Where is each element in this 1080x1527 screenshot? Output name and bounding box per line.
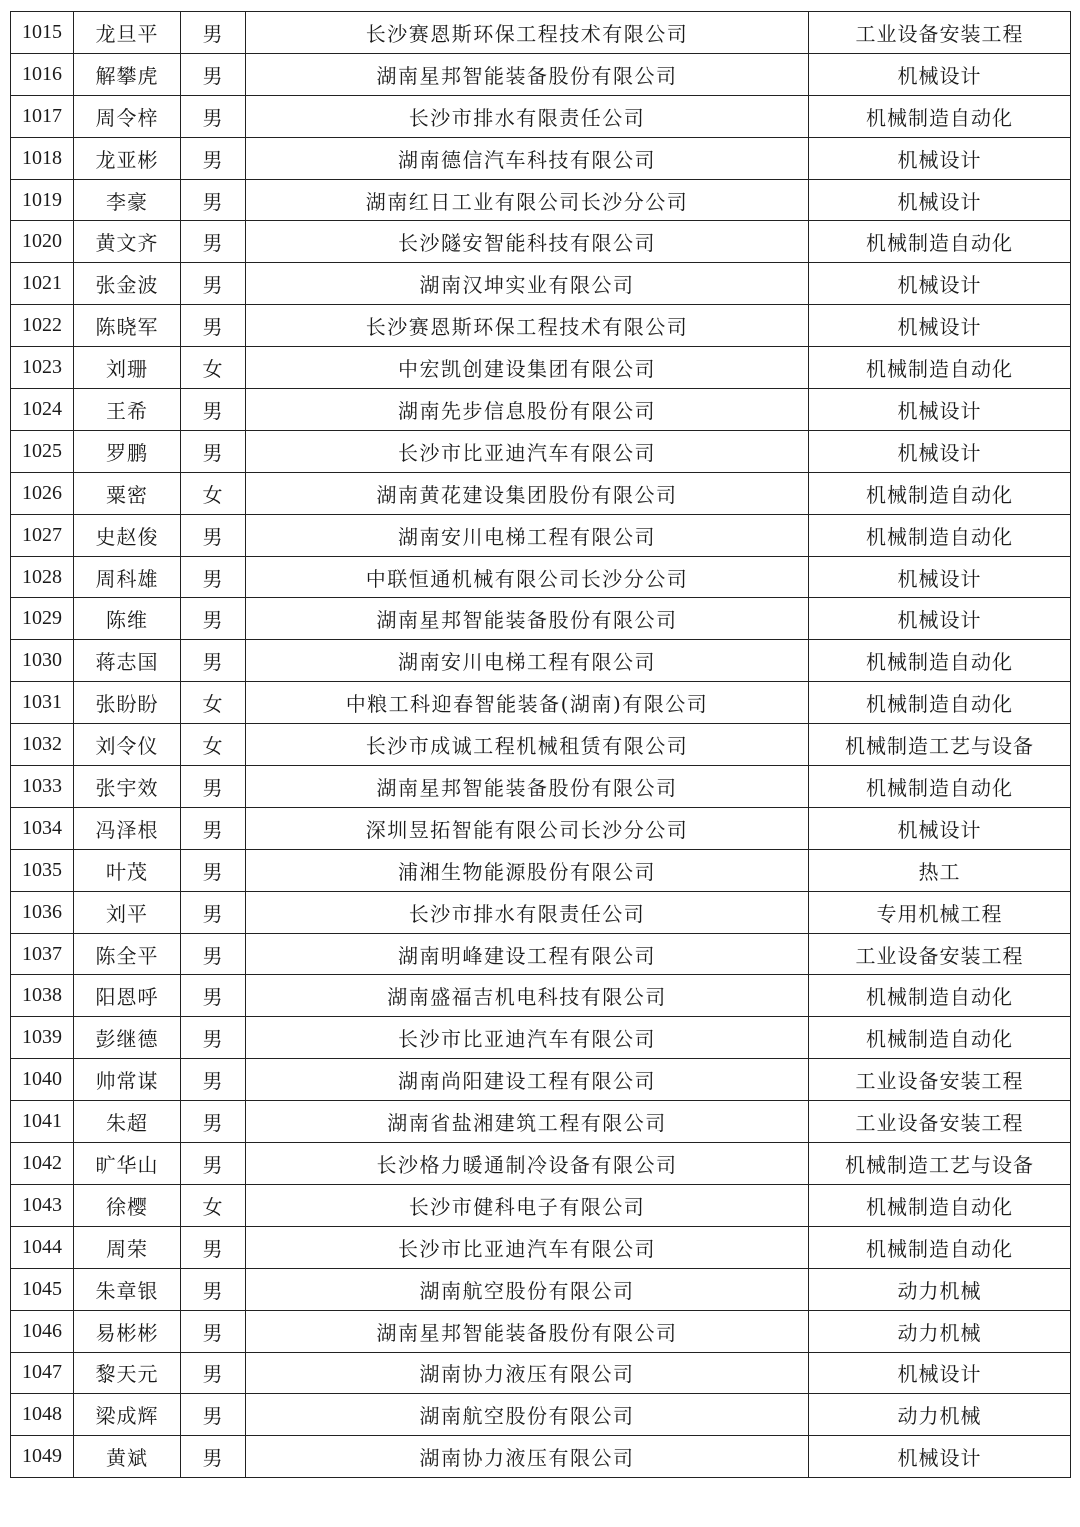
cell-name: 梁成辉 (74, 1394, 181, 1436)
cell-major: 机械设计 (809, 1436, 1071, 1478)
cell-id: 1045 (11, 1268, 74, 1310)
cell-major: 机械设计 (809, 263, 1071, 305)
table-row (11, 933, 1071, 975)
cell-name: 朱超 (74, 1101, 181, 1143)
table-row (11, 305, 1071, 347)
cell-name: 粟密 (74, 472, 181, 514)
table-row (11, 975, 1071, 1017)
cell-gender: 男 (181, 766, 246, 808)
cell-gender: 女 (181, 682, 246, 724)
table-row (11, 12, 1071, 54)
cell-id: 1017 (11, 95, 74, 137)
cell-name: 龙旦平 (74, 12, 181, 54)
table-row (11, 221, 1071, 263)
cell-name: 刘珊 (74, 347, 181, 389)
cell-gender: 男 (181, 1143, 246, 1185)
table-row (11, 849, 1071, 891)
personnel-table (10, 11, 1071, 1478)
cell-gender: 男 (181, 1101, 246, 1143)
cell-company: 湖南明峰建设工程有限公司 (246, 933, 809, 975)
cell-major: 机械设计 (809, 430, 1071, 472)
cell-company: 长沙市比亚迪汽车有限公司 (246, 1017, 809, 1059)
cell-company: 湖南盛福吉机电科技有限公司 (246, 975, 809, 1017)
cell-company: 长沙市排水有限责任公司 (246, 95, 809, 137)
table-row (11, 807, 1071, 849)
cell-gender: 男 (181, 891, 246, 933)
cell-company: 长沙市健科电子有限公司 (246, 1184, 809, 1226)
cell-id: 1032 (11, 724, 74, 766)
table-row (11, 1394, 1071, 1436)
cell-major: 工业设备安装工程 (809, 933, 1071, 975)
table-row (11, 640, 1071, 682)
cell-company: 湖南星邦智能装备股份有限公司 (246, 53, 809, 95)
cell-gender: 男 (181, 1436, 246, 1478)
cell-company: 湖南省盐湘建筑工程有限公司 (246, 1101, 809, 1143)
cell-major: 机械制造自动化 (809, 221, 1071, 263)
cell-name: 解攀虎 (74, 53, 181, 95)
cell-company: 湖南星邦智能装备股份有限公司 (246, 598, 809, 640)
cell-major: 机械制造自动化 (809, 472, 1071, 514)
cell-id: 1028 (11, 556, 74, 598)
table-row (11, 1226, 1071, 1268)
cell-id: 1025 (11, 430, 74, 472)
cell-company: 中粮工科迎春智能装备(湖南)有限公司 (246, 682, 809, 724)
table-row (11, 1352, 1071, 1394)
cell-major: 机械设计 (809, 179, 1071, 221)
cell-name: 黄斌 (74, 1436, 181, 1478)
table-row (11, 766, 1071, 808)
cell-id: 1038 (11, 975, 74, 1017)
cell-name: 帅常谋 (74, 1059, 181, 1101)
cell-company: 湖南安川电梯工程有限公司 (246, 640, 809, 682)
cell-gender: 男 (181, 1310, 246, 1352)
cell-major: 机械制造自动化 (809, 347, 1071, 389)
cell-gender: 男 (181, 1017, 246, 1059)
cell-id: 1049 (11, 1436, 74, 1478)
cell-company: 长沙隧安智能科技有限公司 (246, 221, 809, 263)
cell-name: 旷华山 (74, 1143, 181, 1185)
cell-major: 动力机械 (809, 1394, 1071, 1436)
cell-id: 1019 (11, 179, 74, 221)
cell-company: 湖南星邦智能装备股份有限公司 (246, 766, 809, 808)
cell-gender: 男 (181, 137, 246, 179)
cell-major: 工业设备安装工程 (809, 12, 1071, 54)
cell-major: 机械设计 (809, 1352, 1071, 1394)
cell-gender: 女 (181, 472, 246, 514)
cell-name: 罗鹏 (74, 430, 181, 472)
cell-major: 机械制造自动化 (809, 640, 1071, 682)
cell-id: 1022 (11, 305, 74, 347)
cell-id: 1042 (11, 1143, 74, 1185)
cell-name: 黄文齐 (74, 221, 181, 263)
cell-major: 工业设备安装工程 (809, 1059, 1071, 1101)
cell-company: 湖南协力液压有限公司 (246, 1436, 809, 1478)
cell-id: 1015 (11, 12, 74, 54)
cell-id: 1034 (11, 807, 74, 849)
cell-major: 机械制造自动化 (809, 514, 1071, 556)
cell-major: 机械制造自动化 (809, 766, 1071, 808)
cell-name: 陈晓军 (74, 305, 181, 347)
cell-id: 1031 (11, 682, 74, 724)
cell-company: 长沙市比亚迪汽车有限公司 (246, 1226, 809, 1268)
cell-id: 1048 (11, 1394, 74, 1436)
cell-major: 机械制造自动化 (809, 975, 1071, 1017)
cell-major: 机械设计 (809, 305, 1071, 347)
table-row (11, 514, 1071, 556)
cell-major: 机械制造自动化 (809, 682, 1071, 724)
cell-gender: 男 (181, 95, 246, 137)
cell-name: 张金波 (74, 263, 181, 305)
cell-id: 1029 (11, 598, 74, 640)
cell-gender: 男 (181, 975, 246, 1017)
cell-gender: 女 (181, 347, 246, 389)
cell-gender: 男 (181, 807, 246, 849)
cell-major: 机械设计 (809, 807, 1071, 849)
cell-id: 1041 (11, 1101, 74, 1143)
cell-name: 龙亚彬 (74, 137, 181, 179)
cell-gender: 男 (181, 1268, 246, 1310)
cell-company: 湖南汉坤实业有限公司 (246, 263, 809, 305)
cell-name: 张盼盼 (74, 682, 181, 724)
cell-name: 黎天元 (74, 1352, 181, 1394)
cell-gender: 男 (181, 1059, 246, 1101)
cell-name: 陈全平 (74, 933, 181, 975)
cell-name: 周荣 (74, 1226, 181, 1268)
cell-gender: 男 (181, 221, 246, 263)
cell-name: 周科雄 (74, 556, 181, 598)
cell-id: 1020 (11, 221, 74, 263)
cell-name: 阳恩呼 (74, 975, 181, 1017)
table-row (11, 263, 1071, 305)
cell-company: 湖南航空股份有限公司 (246, 1268, 809, 1310)
cell-id: 1030 (11, 640, 74, 682)
cell-major: 机械制造工艺与设备 (809, 1143, 1071, 1185)
cell-company: 湖南先步信息股份有限公司 (246, 389, 809, 431)
table-row (11, 556, 1071, 598)
cell-major: 机械设计 (809, 556, 1071, 598)
table-row (11, 1436, 1071, 1478)
cell-company: 中宏凯创建设集团有限公司 (246, 347, 809, 389)
cell-id: 1024 (11, 389, 74, 431)
cell-id: 1036 (11, 891, 74, 933)
table-row (11, 1310, 1071, 1352)
cell-id: 1047 (11, 1352, 74, 1394)
cell-name: 陈维 (74, 598, 181, 640)
cell-name: 刘令仪 (74, 724, 181, 766)
table-row (11, 598, 1071, 640)
cell-company: 湖南德信汽车科技有限公司 (246, 137, 809, 179)
cell-name: 蒋志国 (74, 640, 181, 682)
cell-gender: 男 (181, 1352, 246, 1394)
table-row (11, 53, 1071, 95)
cell-id: 1035 (11, 849, 74, 891)
cell-gender: 男 (181, 53, 246, 95)
cell-id: 1046 (11, 1310, 74, 1352)
table-row (11, 347, 1071, 389)
cell-id: 1039 (11, 1017, 74, 1059)
table-row (11, 137, 1071, 179)
cell-name: 张宇效 (74, 766, 181, 808)
cell-gender: 男 (181, 305, 246, 347)
cell-company: 长沙赛恩斯环保工程技术有限公司 (246, 12, 809, 54)
cell-id: 1027 (11, 514, 74, 556)
cell-id: 1023 (11, 347, 74, 389)
cell-name: 彭继德 (74, 1017, 181, 1059)
cell-name: 王希 (74, 389, 181, 431)
cell-major: 机械设计 (809, 137, 1071, 179)
cell-gender: 男 (181, 1394, 246, 1436)
table-row (11, 389, 1071, 431)
cell-id: 1043 (11, 1184, 74, 1226)
cell-gender: 男 (181, 933, 246, 975)
cell-name: 朱章银 (74, 1268, 181, 1310)
cell-gender: 男 (181, 430, 246, 472)
cell-name: 徐樱 (74, 1184, 181, 1226)
cell-gender: 男 (181, 12, 246, 54)
cell-company: 湖南安川电梯工程有限公司 (246, 514, 809, 556)
cell-company: 中联恒通机械有限公司长沙分公司 (246, 556, 809, 598)
cell-name: 易彬彬 (74, 1310, 181, 1352)
table-row (11, 724, 1071, 766)
cell-name: 史赵俊 (74, 514, 181, 556)
table-row (11, 1101, 1071, 1143)
cell-id: 1044 (11, 1226, 74, 1268)
cell-gender: 男 (181, 640, 246, 682)
cell-company: 湖南黄花建设集团股份有限公司 (246, 472, 809, 514)
cell-major: 机械设计 (809, 598, 1071, 640)
cell-id: 1033 (11, 766, 74, 808)
cell-gender: 女 (181, 1184, 246, 1226)
table-row (11, 1017, 1071, 1059)
cell-company: 长沙市排水有限责任公司 (246, 891, 809, 933)
cell-id: 1040 (11, 1059, 74, 1101)
cell-company: 湖南航空股份有限公司 (246, 1394, 809, 1436)
table-row (11, 1143, 1071, 1185)
cell-name: 冯泽根 (74, 807, 181, 849)
cell-gender: 女 (181, 724, 246, 766)
table-row (11, 891, 1071, 933)
cell-gender: 男 (181, 1226, 246, 1268)
cell-company: 浦湘生物能源股份有限公司 (246, 849, 809, 891)
cell-major: 机械制造自动化 (809, 1184, 1071, 1226)
cell-major: 机械设计 (809, 389, 1071, 431)
cell-id: 1026 (11, 472, 74, 514)
cell-company: 深圳昱拓智能有限公司长沙分公司 (246, 807, 809, 849)
cell-gender: 男 (181, 598, 246, 640)
cell-company: 长沙市成诚工程机械租赁有限公司 (246, 724, 809, 766)
table-row (11, 1184, 1071, 1226)
cell-gender: 男 (181, 263, 246, 305)
cell-major: 机械设计 (809, 53, 1071, 95)
table-row (11, 682, 1071, 724)
cell-company: 湖南星邦智能装备股份有限公司 (246, 1310, 809, 1352)
cell-id: 1016 (11, 53, 74, 95)
cell-major: 机械制造自动化 (809, 1017, 1071, 1059)
cell-major: 专用机械工程 (809, 891, 1071, 933)
table-row (11, 1268, 1071, 1310)
cell-gender: 男 (181, 849, 246, 891)
table-row (11, 472, 1071, 514)
cell-gender: 男 (181, 389, 246, 431)
cell-company: 湖南红日工业有限公司长沙分公司 (246, 179, 809, 221)
cell-gender: 男 (181, 179, 246, 221)
cell-major: 热工 (809, 849, 1071, 891)
cell-major: 动力机械 (809, 1268, 1071, 1310)
cell-major: 机械制造自动化 (809, 1226, 1071, 1268)
cell-name: 周令梓 (74, 95, 181, 137)
cell-company: 长沙格力暖通制冷设备有限公司 (246, 1143, 809, 1185)
cell-id: 1018 (11, 137, 74, 179)
cell-major: 机械制造自动化 (809, 95, 1071, 137)
table-row (11, 430, 1071, 472)
cell-major: 工业设备安装工程 (809, 1101, 1071, 1143)
cell-company: 湖南尚阳建设工程有限公司 (246, 1059, 809, 1101)
cell-major: 机械制造工艺与设备 (809, 724, 1071, 766)
table-row (11, 179, 1071, 221)
cell-company: 湖南协力液压有限公司 (246, 1352, 809, 1394)
cell-company: 长沙市比亚迪汽车有限公司 (246, 430, 809, 472)
cell-id: 1037 (11, 933, 74, 975)
cell-name: 刘平 (74, 891, 181, 933)
table-body (11, 12, 1071, 1478)
cell-name: 叶茂 (74, 849, 181, 891)
cell-company: 长沙赛恩斯环保工程技术有限公司 (246, 305, 809, 347)
cell-name: 李豪 (74, 179, 181, 221)
cell-gender: 男 (181, 556, 246, 598)
cell-major: 动力机械 (809, 1310, 1071, 1352)
cell-gender: 男 (181, 514, 246, 556)
table-row (11, 95, 1071, 137)
table-row (11, 1059, 1071, 1101)
cell-id: 1021 (11, 263, 74, 305)
